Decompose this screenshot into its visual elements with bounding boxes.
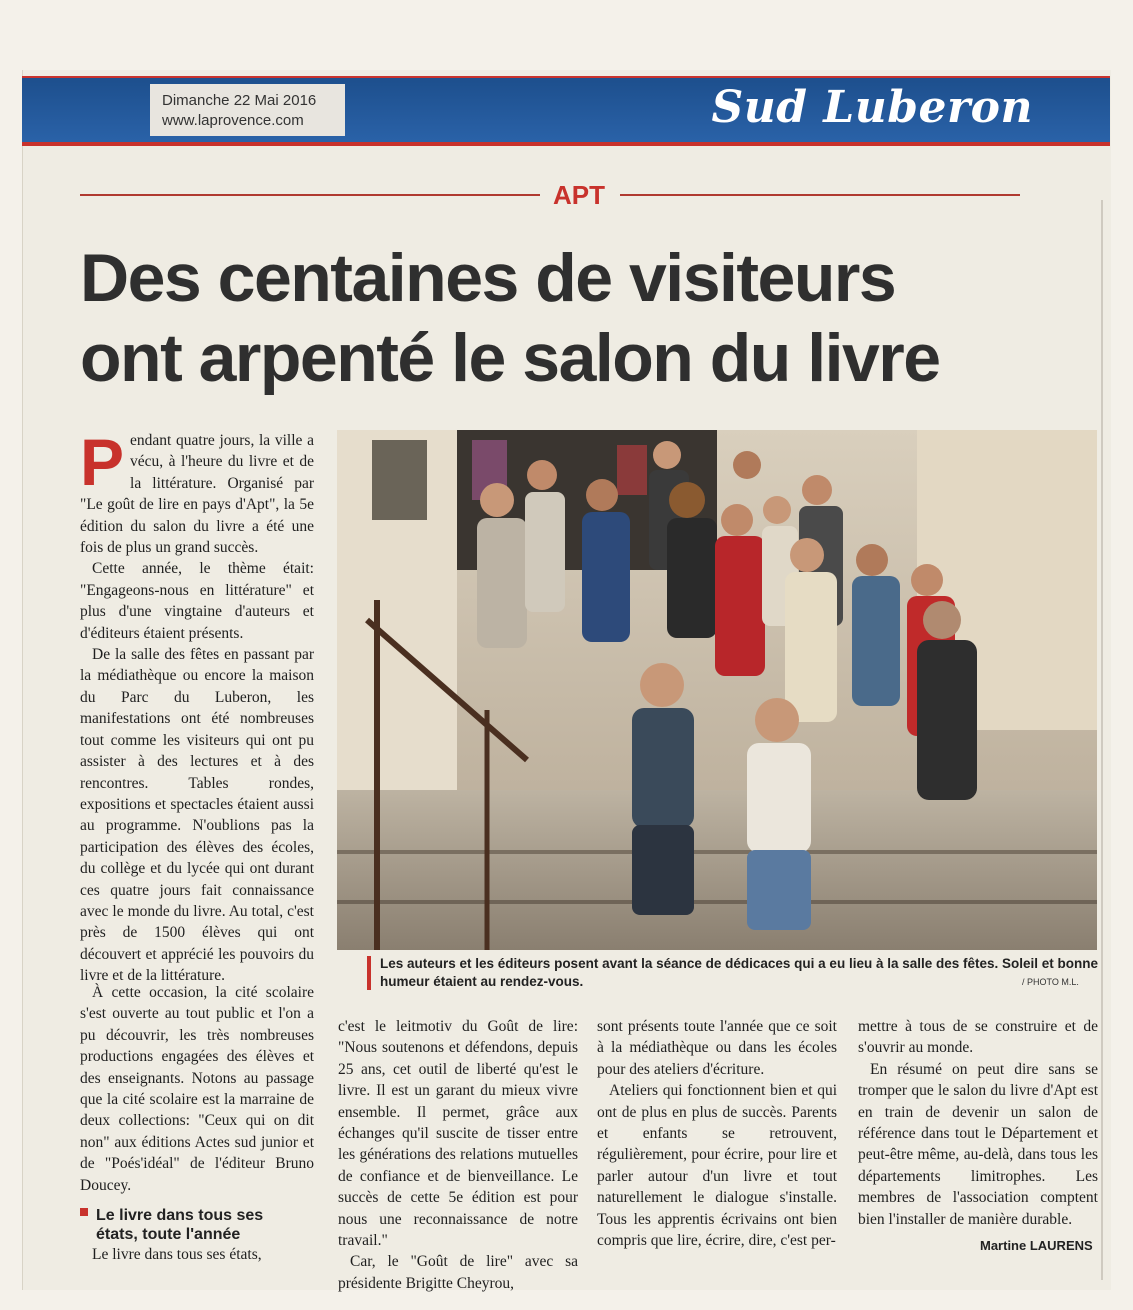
paragraph: c'est le leitmotiv du Goût de lire: "Nous soutenons et défendons, depuis 25 ans, cet outil de liberté qu'est le livre. Il est un garant du mieux vivre ensemble. Il permet, grâce aux échanges qu'il suscite de tisser entre les générations des relations mutuelles de confiance et de bienveillance. Le succès de cette 5e édition est pour nous une reconnaissance de notre travail." (338, 1018, 578, 1250)
headline-line-1: Des centaines de visiteurs (80, 240, 896, 316)
article-column-3 (597, 1016, 837, 1251)
article-column-1-continued (80, 982, 314, 1196)
article-column-1 (80, 425, 314, 987)
subhead-marker (80, 1208, 88, 1216)
caption-marker (367, 956, 371, 990)
paragraph: Le livre dans tous ses états, (92, 1246, 262, 1263)
dropcap: P (80, 425, 125, 499)
paragraph: sont présents toute l'année que ce soit à la médiathèque ou dans les écoles pour des ateliers d'écriture. (597, 1018, 837, 1078)
city-label: APT (553, 180, 605, 210)
author-signature: Martine LAURENS (980, 1238, 1093, 1253)
paragraph: De la salle des fêtes en passant par la médiathèque ou encore la maison du Parc du Luberon, les manifestations ont été nombreuses tout comme les visiteurs qui ont pu assister à des lectures et à des rencontres. Tables rondes, expositions et spectacles étaient aussi au programme. N'oublions pas la participation des élèves des écoles, du collège et du lycée qui ont durant ces quatre jours fait connaissance avec le monde du livre. Au total, c'est près de 1500 élèves qui ont découvert et apprécié les pouvoirs du livre et de la littérature. (80, 646, 314, 985)
photo-caption: Les auteurs et les éditeurs posent avant la séance de dédicaces qui a eu lieu à la salle des fêtes. Soleil et bonne humeur étaient au rendez-vous. (380, 956, 1099, 989)
paragraph: Ateliers qui fonctionnent bien et qui ont de plus en plus de succès. Parents et enfants se retrouvent, régulièrement, pour écrire, pour lire et parler autour d'un livre et tout naturellement le dialogue s'installe. Tous les apprentis écrivains ont bien compris que lire, écrire, dire, c'est per- (597, 1082, 837, 1250)
photo-illustration (337, 430, 1097, 950)
paragraph: Car, le "Goût de lire" avec sa présidente Brigitte Cheyrou, (338, 1253, 578, 1292)
masthead-bottom-rule (22, 142, 1110, 146)
website-url: www.laprovence.com (162, 112, 304, 129)
paragraph: Pendant quatre jours, la ville a vécu, à l'heure du livre et de la littérature. Organisé par "Le goût de lire en pays d'Apt", la 5e édition du salon du livre a été une fois de plus un grand succès. (80, 425, 314, 557)
city-rule-left (80, 194, 540, 196)
article-column-2 (338, 1016, 578, 1294)
paragraph: mettre à tous de se construire et de s'ouvrir au monde. (858, 1018, 1098, 1057)
group-photo (337, 430, 1097, 950)
headline-line-2: ont arpenté le salon du livre (80, 320, 940, 396)
article-column-4 (858, 1016, 1098, 1230)
column-frame (1101, 200, 1103, 1280)
paragraph: En résumé on peut dire sans se tromper que le salon du livre d'Apt est en train de devenir un salon de référence dans tout le Département et peut-être même, au-delà, dans tous les départements limitrophes. Les membres de l'association comptent bien l'installer de manière durable. (858, 1060, 1098, 1228)
paragraph: Cette année, le thème était: "Engageons-nous en littérature" et plus d'une vingtaine d'auteurs et d'éditeurs étaient présents. (80, 560, 314, 642)
article-column-1-end (80, 1244, 314, 1265)
photo-credit: / PHOTO M.L. (1022, 977, 1079, 987)
issue-date: Dimanche 22 Mai 2016 (162, 92, 317, 109)
section-title: Sud Luberon (711, 82, 1033, 133)
headline (80, 238, 1020, 398)
subhead: Le livre dans tous ses états, toute l'année (96, 1207, 264, 1243)
paragraph: À cette occasion, la cité scolaire s'est ouverte au tout public et l'on a pu découvrir, les très nombreuses productions engagées des élèves et des enseignants. Notons au passage que la cité scolaire est la marraine de deux collections: "Ceux qui on dit non" aux éditions Actes sud junior et de "Poés'idéal" de l'éditeur Bruno Doucey. (80, 984, 314, 1194)
city-rule-right (620, 194, 1020, 196)
